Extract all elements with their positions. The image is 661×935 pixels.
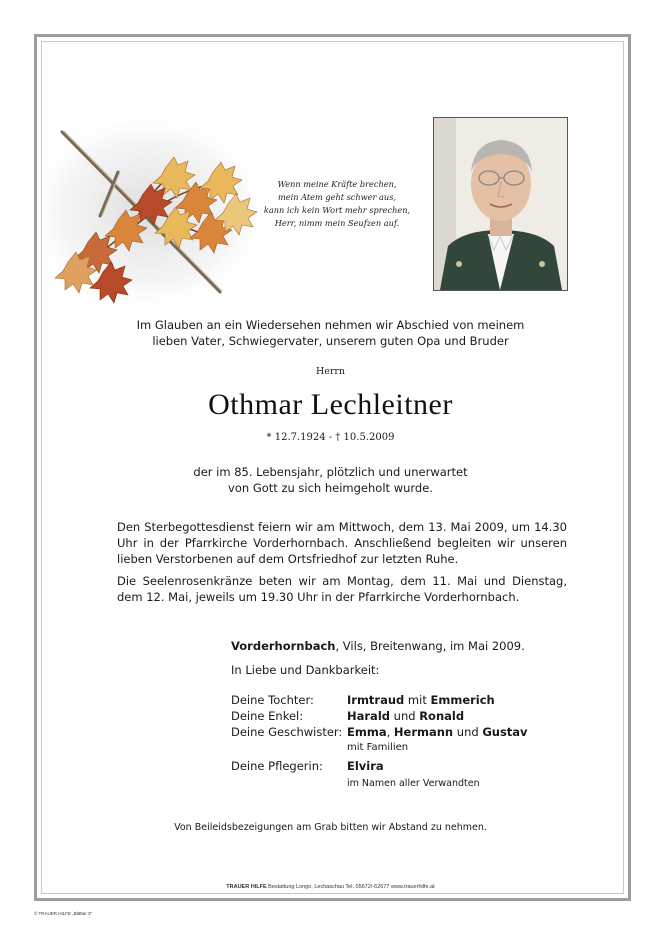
family-names [347,758,384,774]
name: Emmerich [430,693,495,707]
intro-line: lieben Vater, Schwiegervater, unserem guten Opa und Bruder [152,334,509,348]
name: Irmtraud [347,693,405,707]
death-line: von Gott zu sich heimgeholt wurde. [228,481,433,495]
family-label: Deine Enkel: [231,709,304,723]
rosary-paragraph: Die Seelenrosenkränze beten wir am Montag, dem 11. Mai und Dienstag, dem 12. Mai, jeweils um 19.30 Uhr in der Pfarrkirche Vorderhornbach. [117,574,567,604]
family-label: Deine Pflegerin: [231,759,323,773]
footer-details: Bestattung Longo, Lechaschau Tel. 05672/-62677 www.trauerhilfe.at [266,884,435,890]
portrait-image [434,118,567,290]
funeral-paragraph: Den Sterbegottesdienst feiern wir am Mittwoch, dem 13. Mai 2009, um 14.30 Uhr in der Pfarrkirche Vorderhornbach. Anschließend begleiten wir unseren lieben Verstorbenen auf dem Ortsfriedhof zur letzten Ruhe. [117,520,567,566]
death-notice [60,464,601,496]
poem-line: kann ich kein Wort mehr sprechen, [263,205,411,215]
family-names [347,708,464,724]
family-names [347,692,495,708]
connector: und [453,725,483,739]
life-dates: * 12.7.1924 - † 10.5.2009 [266,432,395,443]
family-label: Deine Geschwister: [231,725,343,739]
poem-line: mein Atem geht schwer aus, [277,192,396,202]
honorific: Herrn [315,366,346,377]
relatives-line: im Namen aller Verwandten [347,778,480,789]
place-name: Vorderhornbach [231,639,336,653]
name: Emma [347,725,387,739]
family-label: Deine Tochter: [231,693,314,707]
footer [60,884,601,890]
siblings-extra: mit Familien [347,742,409,753]
deceased-name: Othmar Lechleitner [208,388,453,421]
intro-line: Im Glauben an ein Wiedersehen nehmen wir Abschied von meinem [136,318,525,332]
poem [262,178,412,230]
name: Gustav [482,725,528,739]
name: Harald [347,709,390,723]
death-line: der im 85. Lebensjahr, plötzlich und unerwartet [193,465,468,479]
name: Elvira [347,759,384,773]
footer-brand: TRAUER HILFE [226,884,267,890]
poem-line: Herr, nimm mein Seufzen auf. [274,218,400,228]
closing-note: Von Beileidsbezeigungen am Grab bitten wir Abstand zu nehmen. [174,822,487,833]
poem-line: Wenn meine Kräfte brechen, [277,179,397,189]
love-line: In Liebe und Dankbarkeit: [231,663,380,677]
family-names [347,724,528,740]
name: Ronald [419,709,465,723]
cross-leaves-illustration [48,112,263,307]
copyright: © TRAUER HILFE „Blätter 3“ [34,911,92,916]
place-rest: , Vils, Breitenwang, im Mai 2009. [335,639,525,653]
intro-text [60,317,601,349]
portrait-photo [433,117,568,291]
connector: und [390,709,420,723]
connector: , [386,725,394,739]
name: Hermann [393,725,454,739]
place-date-line [231,638,525,654]
connector: mit [404,693,431,707]
